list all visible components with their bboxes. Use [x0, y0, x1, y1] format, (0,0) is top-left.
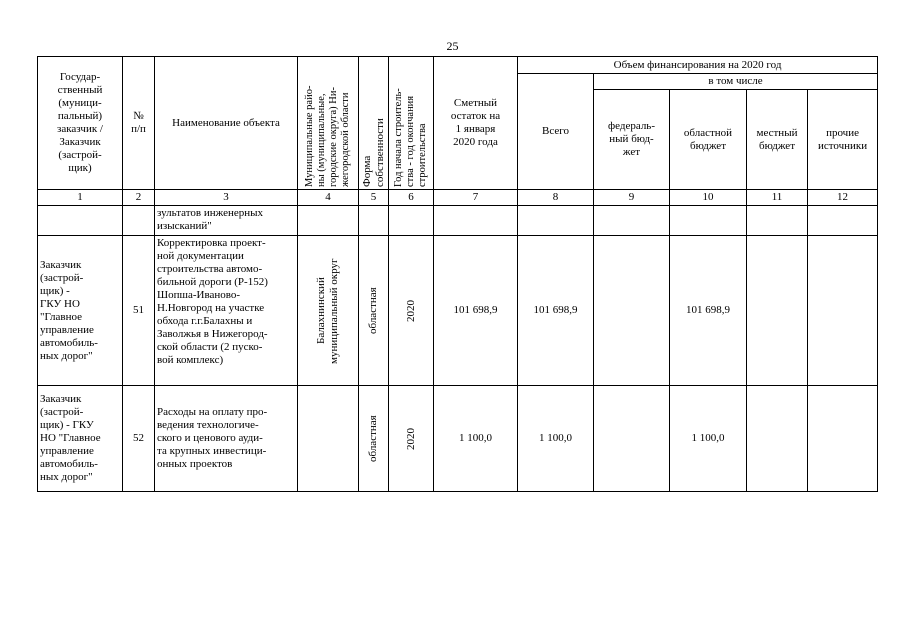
column-number: 4 — [298, 190, 359, 206]
financing-table — [37, 56, 878, 492]
number-cell: 51 — [123, 236, 155, 386]
table-row — [38, 206, 878, 236]
header-other: прочие источники — [808, 90, 878, 190]
header-object-name: Наименование объекта — [155, 57, 298, 190]
column-number: 9 — [594, 190, 670, 206]
header-total: Всего — [518, 74, 594, 190]
header-estimate: Сметный остаток на 1 января 2020 года — [434, 57, 518, 190]
column-number: 2 — [123, 190, 155, 206]
header-customer: Государ- ственный (муници- пальный) заказчик / Заказчик (застрой- щик) — [38, 57, 123, 190]
ownership-cell — [359, 206, 389, 236]
column-number: 11 — [747, 190, 808, 206]
column-number: 5 — [359, 190, 389, 206]
column-number: 1 — [38, 190, 123, 206]
year-cell: 2020 — [389, 386, 434, 492]
other-cell — [808, 236, 878, 386]
header-funding-group: Объем финансирования на 2020 год — [518, 57, 878, 74]
header-including-group: в том числе — [594, 74, 878, 90]
local-cell — [747, 206, 808, 236]
customer-cell — [38, 206, 123, 236]
ownership-cell: областная — [359, 386, 389, 492]
federal-cell — [594, 206, 670, 236]
other-cell — [808, 386, 878, 492]
column-number: 7 — [434, 190, 518, 206]
header-number: № п/п — [123, 57, 155, 190]
header-years: Год начала строитель- ства - год окончания строительства — [389, 57, 434, 190]
estimate-cell: 1 100,0 — [434, 386, 518, 492]
header-district: Муниципальные райо- ны (муниципальные, городские округа) Ни- жегородской области — [298, 57, 359, 190]
total-cell: 1 100,0 — [518, 386, 594, 492]
customer-cell: Заказчик (застрой- щик) - ГКУ НО "Главное управление автомобиль- ных дорог" — [38, 236, 123, 386]
total-cell — [518, 206, 594, 236]
page-number: 25 — [446, 39, 459, 53]
header-federal: федераль- ный бюд- жет — [594, 90, 670, 190]
federal-cell — [594, 236, 670, 386]
number-cell — [123, 206, 155, 236]
regional-cell: 1 100,0 — [670, 386, 747, 492]
district-cell — [298, 386, 359, 492]
object-name-cell: Корректировка проект- ной документации строительства автомо- бильной дороги (Р-152) Шопша-Иваново- Н.Новгород на участке обхода г.г.Балахны и Заволжья в Нижегород- ской области (2 пуско- вой комплекс) — [155, 236, 298, 386]
estimate-cell: 101 698,9 — [434, 236, 518, 386]
total-cell: 101 698,9 — [518, 236, 594, 386]
federal-cell — [594, 386, 670, 492]
estimate-cell — [434, 206, 518, 236]
column-number: 8 — [518, 190, 594, 206]
object-name-cell: зультатов инженерных изысканий" — [155, 206, 298, 236]
table-row — [38, 236, 878, 386]
year-cell — [389, 206, 434, 236]
other-cell — [808, 206, 878, 236]
object-name-cell: Расходы на оплату про- ведения технологиче- ского и ценового ауди- та крупных инвестици- онных проектов — [155, 386, 298, 492]
header-ownership: Форма собственности — [359, 57, 389, 190]
year-cell: 2020 — [389, 236, 434, 386]
regional-cell: 101 698,9 — [670, 236, 747, 386]
column-numbers-row — [38, 190, 878, 206]
local-cell — [747, 236, 808, 386]
regional-cell — [670, 206, 747, 236]
column-number: 10 — [670, 190, 747, 206]
district-cell: Балахнинский муниципальный округ — [298, 236, 359, 386]
column-number: 3 — [155, 190, 298, 206]
local-cell — [747, 386, 808, 492]
header-regional: областной бюджет — [670, 90, 747, 190]
header-local: местный бюджет — [747, 90, 808, 190]
table-row — [38, 386, 878, 492]
column-number: 12 — [808, 190, 878, 206]
ownership-cell: областная — [359, 236, 389, 386]
district-cell — [298, 206, 359, 236]
column-number: 6 — [389, 190, 434, 206]
number-cell: 52 — [123, 386, 155, 492]
customer-cell: Заказчик (застрой- щик) - ГКУ НО "Главное управление автомобиль- ных дорог" — [38, 386, 123, 492]
